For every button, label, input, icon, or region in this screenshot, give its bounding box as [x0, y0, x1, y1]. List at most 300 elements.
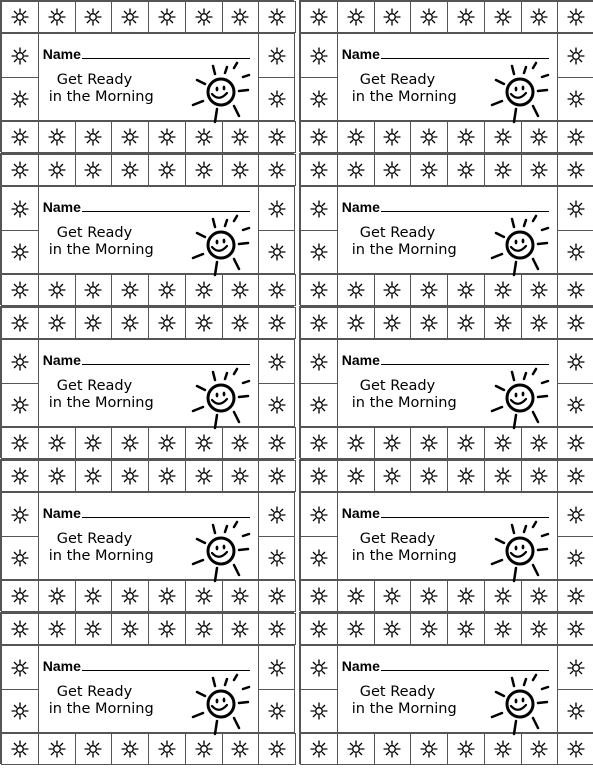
punch-card — [0, 0, 294, 152]
sun-punch-cell[interactable] — [374, 733, 412, 765]
sun-outline-icon — [310, 740, 328, 758]
sun-outline-icon — [11, 128, 29, 146]
sun-punch-cell[interactable] — [258, 186, 295, 231]
sun-punch-cell[interactable] — [521, 154, 559, 186]
sun-outline-icon — [310, 434, 328, 452]
sun-punch-cell[interactable] — [374, 307, 412, 339]
sun-punch-cell[interactable] — [1, 645, 39, 690]
sun-punch-cell[interactable] — [337, 580, 375, 612]
sun-punch-cell[interactable] — [222, 580, 260, 612]
sun-punch-cell[interactable] — [374, 274, 412, 306]
sun-punch-cell[interactable] — [337, 274, 375, 306]
name-blank-line[interactable] — [82, 364, 250, 365]
sun-outline-icon — [310, 396, 328, 414]
sun-punch-cell[interactable] — [300, 121, 338, 153]
smiling-sun-icon — [187, 519, 257, 583]
sun-punch-cell[interactable] — [557, 460, 593, 492]
sun-punch-cell[interactable] — [557, 1, 593, 33]
sun-punch-cell[interactable] — [38, 307, 76, 339]
sun-outline-icon — [530, 8, 548, 26]
sun-punch-cell[interactable] — [337, 733, 375, 765]
sun-punch-cell[interactable] — [148, 580, 186, 612]
sun-punch-cell[interactable] — [185, 274, 223, 306]
sun-punch-cell[interactable] — [1, 492, 39, 537]
sun-punch-cell[interactable] — [557, 613, 593, 645]
sun-outline-icon — [567, 587, 585, 605]
sun-punch-cell[interactable] — [38, 154, 76, 186]
sun-punch-cell[interactable] — [557, 689, 593, 733]
card-center-panel — [337, 645, 559, 733]
sun-punch-cell[interactable] — [300, 33, 338, 78]
sun-punch-cell[interactable] — [484, 1, 522, 33]
sun-punch-cell[interactable] — [521, 427, 559, 459]
sun-punch-cell[interactable] — [300, 230, 338, 274]
sun-outline-icon — [11, 281, 29, 299]
sun-punch-cell[interactable] — [185, 613, 223, 645]
card-title-line2: in the Morning — [351, 548, 457, 564]
sun-punch-cell[interactable] — [75, 307, 113, 339]
sun-outline-icon — [48, 314, 66, 332]
sun-punch-cell[interactable] — [557, 733, 593, 765]
card-title — [49, 531, 154, 565]
punch-card — [0, 306, 294, 458]
sun-punch-cell[interactable] — [484, 274, 522, 306]
sun-punch-cell[interactable] — [337, 1, 375, 33]
sun-outline-icon — [84, 587, 102, 605]
sun-punch-cell[interactable] — [185, 733, 223, 765]
sun-outline-icon — [494, 281, 512, 299]
sun-punch-cell[interactable] — [258, 689, 295, 733]
sun-punch-cell[interactable] — [1, 689, 39, 733]
sun-punch-cell[interactable] — [300, 154, 338, 186]
name-label: Name — [341, 658, 380, 674]
sun-punch-cell[interactable] — [1, 33, 39, 78]
sun-punch-cell[interactable] — [521, 121, 559, 153]
sun-punch-cell[interactable] — [557, 230, 593, 274]
sun-punch-cell[interactable] — [1, 460, 39, 492]
sun-outline-icon — [567, 128, 585, 146]
sun-punch-cell[interactable] — [258, 492, 295, 537]
sun-punch-cell[interactable] — [38, 121, 76, 153]
sun-outline-icon — [567, 434, 585, 452]
sun-punch-cell[interactable] — [258, 33, 295, 78]
sun-outline-icon — [310, 161, 328, 179]
sun-punch-cell[interactable] — [447, 121, 485, 153]
sun-punch-cell[interactable] — [557, 427, 593, 459]
card-title-line2: in the Morning — [48, 89, 154, 105]
name-blank-line[interactable] — [82, 517, 250, 518]
sun-punch-cell[interactable] — [222, 274, 260, 306]
sun-punch-cell[interactable] — [447, 733, 485, 765]
sun-punch-cell[interactable] — [300, 1, 338, 33]
sun-punch-cell[interactable] — [447, 274, 485, 306]
sun-punch-cell[interactable] — [300, 613, 338, 645]
sun-outline-icon — [268, 353, 286, 371]
sun-punch-cell[interactable] — [222, 733, 260, 765]
sun-punch-cell[interactable] — [38, 274, 76, 306]
sun-outline-icon — [420, 8, 438, 26]
sun-outline-icon — [231, 314, 249, 332]
sun-outline-icon — [567, 549, 585, 567]
sun-outline-icon — [567, 200, 585, 218]
sun-outline-icon — [383, 467, 401, 485]
sun-punch-cell[interactable] — [447, 1, 485, 33]
sun-punch-cell[interactable] — [111, 733, 149, 765]
sun-outline-icon — [310, 90, 328, 108]
name-blank-line[interactable] — [381, 364, 549, 365]
sun-punch-cell[interactable] — [447, 580, 485, 612]
sun-outline-icon — [457, 8, 475, 26]
sun-punch-cell[interactable] — [1, 230, 39, 274]
sun-punch-cell[interactable] — [410, 427, 448, 459]
sun-punch-cell[interactable] — [300, 186, 338, 231]
sun-outline-icon — [158, 620, 176, 638]
sun-outline-icon — [383, 620, 401, 638]
card-title-line1: Get Ready — [359, 225, 436, 241]
sun-punch-cell[interactable] — [374, 121, 412, 153]
sun-punch-cell[interactable] — [410, 1, 448, 33]
sun-punch-cell[interactable] — [148, 733, 186, 765]
sun-punch-cell[interactable] — [557, 154, 593, 186]
sun-punch-cell[interactable] — [111, 274, 149, 306]
sun-punch-cell[interactable] — [75, 613, 113, 645]
sun-punch-cell[interactable] — [300, 580, 338, 612]
sun-punch-cell[interactable] — [410, 733, 448, 765]
sun-punch-cell[interactable] — [557, 492, 593, 537]
name-blank-line[interactable] — [381, 211, 549, 212]
sun-punch-cell[interactable] — [300, 77, 338, 121]
sun-punch-cell[interactable] — [557, 121, 593, 153]
sun-punch-cell[interactable] — [337, 307, 375, 339]
name-blank-line[interactable] — [82, 670, 250, 671]
sun-punch-cell[interactable] — [484, 121, 522, 153]
sun-punch-cell[interactable] — [484, 460, 522, 492]
sun-punch-cell[interactable] — [148, 613, 186, 645]
name-blank-line[interactable] — [82, 58, 250, 59]
sun-punch-cell[interactable] — [484, 307, 522, 339]
sun-outline-icon — [347, 281, 365, 299]
sun-punch-cell[interactable] — [337, 121, 375, 153]
sun-punch-cell[interactable] — [410, 613, 448, 645]
sun-outline-icon — [121, 434, 139, 452]
sun-outline-icon — [195, 620, 213, 638]
sun-outline-icon — [494, 587, 512, 605]
sun-punch-cell[interactable] — [258, 307, 296, 339]
sun-punch-cell[interactable] — [75, 1, 113, 33]
sun-punch-cell[interactable] — [447, 613, 485, 645]
sun-punch-cell[interactable] — [185, 121, 223, 153]
sun-punch-cell[interactable] — [111, 460, 149, 492]
sun-punch-cell[interactable] — [410, 307, 448, 339]
sun-punch-cell[interactable] — [75, 733, 113, 765]
sun-outline-icon — [567, 243, 585, 261]
card-title-line2: in the Morning — [48, 548, 154, 564]
sun-outline-icon — [494, 620, 512, 638]
sun-punch-cell[interactable] — [557, 186, 593, 231]
sun-punch-cell[interactable] — [148, 460, 186, 492]
sun-outline-icon — [158, 314, 176, 332]
sun-punch-cell[interactable] — [300, 689, 338, 733]
sun-punch-cell[interactable] — [300, 536, 338, 580]
sun-punch-cell[interactable] — [484, 154, 522, 186]
sun-punch-cell[interactable] — [258, 274, 296, 306]
sun-punch-cell[interactable] — [258, 536, 295, 580]
name-label: Name — [341, 46, 380, 62]
sun-punch-cell[interactable] — [1, 383, 39, 427]
sun-punch-cell[interactable] — [111, 154, 149, 186]
sun-punch-cell[interactable] — [258, 733, 296, 765]
sun-punch-cell[interactable] — [38, 613, 76, 645]
sun-punch-cell[interactable] — [521, 307, 559, 339]
sun-punch-cell[interactable] — [1, 613, 39, 645]
sun-outline-icon — [268, 549, 286, 567]
sun-punch-cell[interactable] — [75, 154, 113, 186]
sun-outline-icon — [567, 396, 585, 414]
sun-punch-cell[interactable] — [38, 427, 76, 459]
sun-punch-cell[interactable] — [337, 460, 375, 492]
sun-punch-cell[interactable] — [258, 339, 295, 384]
sun-punch-cell[interactable] — [222, 154, 260, 186]
sun-outline-icon — [347, 161, 365, 179]
sun-punch-cell[interactable] — [222, 427, 260, 459]
card-title-line2: in the Morning — [351, 242, 457, 258]
card-center-panel — [337, 186, 559, 274]
sun-punch-cell[interactable] — [185, 427, 223, 459]
sun-punch-cell[interactable] — [148, 427, 186, 459]
sun-punch-cell[interactable] — [557, 580, 593, 612]
sun-punch-cell[interactable] — [1, 733, 39, 765]
sun-punch-cell[interactable] — [38, 733, 76, 765]
sun-punch-cell[interactable] — [1, 121, 39, 153]
sun-outline-icon — [11, 243, 29, 261]
card-center-panel — [38, 492, 260, 580]
name-label: Name — [42, 505, 81, 521]
sun-punch-cell[interactable] — [1, 339, 39, 384]
sun-punch-cell[interactable] — [75, 121, 113, 153]
sun-punch-cell[interactable] — [521, 460, 559, 492]
card-title-line1: Get Ready — [56, 531, 133, 547]
sun-punch-cell[interactable] — [1, 427, 39, 459]
sun-punch-cell[interactable] — [111, 1, 149, 33]
sun-punch-cell[interactable] — [258, 645, 295, 690]
sun-punch-cell[interactable] — [447, 154, 485, 186]
sun-punch-cell[interactable] — [557, 339, 593, 384]
sun-punch-cell[interactable] — [258, 154, 296, 186]
sun-outline-icon — [310, 587, 328, 605]
sun-outline-icon — [84, 467, 102, 485]
sun-punch-cell[interactable] — [258, 427, 296, 459]
sun-outline-icon — [268, 90, 286, 108]
punch-card — [299, 153, 593, 305]
sun-punch-cell[interactable] — [185, 580, 223, 612]
sun-punch-cell[interactable] — [300, 460, 338, 492]
sun-outline-icon — [11, 314, 29, 332]
sun-outline-icon — [195, 314, 213, 332]
sun-punch-cell[interactable] — [374, 1, 412, 33]
punch-card — [0, 612, 294, 764]
sun-outline-icon — [268, 200, 286, 218]
sun-punch-cell[interactable] — [1, 307, 39, 339]
sun-outline-icon — [567, 47, 585, 65]
sun-outline-icon — [231, 8, 249, 26]
sun-outline-icon — [530, 314, 548, 332]
sun-outline-icon — [383, 128, 401, 146]
name-blank-line[interactable] — [381, 58, 549, 59]
sun-punch-cell[interactable] — [521, 733, 559, 765]
sun-punch-cell[interactable] — [557, 33, 593, 78]
sun-punch-cell[interactable] — [410, 154, 448, 186]
sun-punch-cell[interactable] — [337, 427, 375, 459]
sun-punch-cell[interactable] — [185, 1, 223, 33]
sun-outline-icon — [121, 587, 139, 605]
name-blank-line[interactable] — [381, 517, 549, 518]
sun-outline-icon — [347, 740, 365, 758]
sun-outline-icon — [494, 740, 512, 758]
sun-punch-cell[interactable] — [258, 77, 295, 121]
sun-punch-cell[interactable] — [1, 77, 39, 121]
sun-punch-cell[interactable] — [148, 154, 186, 186]
sun-punch-cell[interactable] — [521, 613, 559, 645]
sun-punch-cell[interactable] — [222, 460, 260, 492]
sun-outline-icon — [383, 281, 401, 299]
sun-punch-cell[interactable] — [447, 307, 485, 339]
sun-outline-icon — [494, 314, 512, 332]
sun-punch-cell[interactable] — [374, 580, 412, 612]
sun-punch-cell[interactable] — [557, 77, 593, 121]
sun-outline-icon — [420, 620, 438, 638]
sun-punch-cell[interactable] — [300, 339, 338, 384]
sun-punch-cell[interactable] — [75, 580, 113, 612]
sun-punch-cell[interactable] — [337, 154, 375, 186]
sun-punch-cell[interactable] — [222, 613, 260, 645]
sun-punch-cell[interactable] — [557, 645, 593, 690]
sun-punch-cell[interactable] — [447, 460, 485, 492]
sun-punch-cell[interactable] — [222, 121, 260, 153]
sun-punch-cell[interactable] — [484, 580, 522, 612]
sun-punch-cell[interactable] — [258, 230, 295, 274]
sun-punch-cell[interactable] — [374, 613, 412, 645]
sun-punch-cell[interactable] — [148, 1, 186, 33]
sun-punch-cell[interactable] — [1, 274, 39, 306]
sun-outline-icon — [494, 161, 512, 179]
sun-punch-cell[interactable] — [484, 427, 522, 459]
sun-punch-cell[interactable] — [38, 460, 76, 492]
sun-punch-cell[interactable] — [410, 121, 448, 153]
sun-punch-cell[interactable] — [557, 307, 593, 339]
sun-punch-cell[interactable] — [148, 307, 186, 339]
sun-punch-cell[interactable] — [484, 613, 522, 645]
sun-punch-cell[interactable] — [258, 383, 295, 427]
sun-punch-cell[interactable] — [148, 274, 186, 306]
sun-outline-icon — [121, 281, 139, 299]
sun-punch-cell[interactable] — [185, 154, 223, 186]
sun-outline-icon — [195, 434, 213, 452]
sun-punch-cell[interactable] — [111, 427, 149, 459]
sun-punch-cell[interactable] — [521, 274, 559, 306]
sun-punch-cell[interactable] — [374, 154, 412, 186]
sun-punch-cell[interactable] — [185, 307, 223, 339]
card-title — [352, 531, 457, 565]
sun-outline-icon — [84, 740, 102, 758]
sun-punch-cell[interactable] — [557, 383, 593, 427]
card-title-line1: Get Ready — [56, 378, 133, 394]
sun-outline-icon — [567, 353, 585, 371]
sun-punch-cell[interactable] — [258, 460, 296, 492]
sun-punch-cell[interactable] — [447, 427, 485, 459]
sun-punch-cell[interactable] — [1, 580, 39, 612]
sun-punch-cell[interactable] — [337, 613, 375, 645]
sun-outline-icon — [310, 47, 328, 65]
sun-punch-cell[interactable] — [222, 1, 260, 33]
sun-outline-icon — [11, 90, 29, 108]
sun-punch-cell[interactable] — [111, 580, 149, 612]
sun-punch-cell[interactable] — [1, 1, 39, 33]
sun-punch-cell[interactable] — [185, 460, 223, 492]
sun-punch-cell[interactable] — [1, 536, 39, 580]
sun-punch-cell[interactable] — [557, 274, 593, 306]
sun-punch-cell[interactable] — [258, 613, 296, 645]
sun-outline-icon — [268, 740, 286, 758]
sun-punch-cell[interactable] — [300, 645, 338, 690]
name-blank-line[interactable] — [381, 670, 549, 671]
card-title-line1: Get Ready — [359, 72, 436, 88]
sun-outline-icon — [11, 434, 29, 452]
sun-punch-cell[interactable] — [300, 733, 338, 765]
sun-punch-cell[interactable] — [521, 1, 559, 33]
sun-punch-cell[interactable] — [258, 121, 296, 153]
sun-outline-icon — [268, 587, 286, 605]
sun-punch-cell[interactable] — [75, 460, 113, 492]
sun-outline-icon — [268, 467, 286, 485]
sun-outline-icon — [567, 740, 585, 758]
sun-punch-cell[interactable] — [38, 1, 76, 33]
sun-outline-icon — [420, 161, 438, 179]
sun-punch-cell[interactable] — [1, 186, 39, 231]
sun-punch-cell[interactable] — [75, 274, 113, 306]
sun-outline-icon — [457, 587, 475, 605]
sun-punch-cell[interactable] — [111, 307, 149, 339]
sun-punch-cell[interactable] — [1, 154, 39, 186]
sun-punch-cell[interactable] — [75, 427, 113, 459]
sun-punch-cell[interactable] — [111, 613, 149, 645]
sun-punch-cell[interactable] — [300, 274, 338, 306]
sun-punch-cell[interactable] — [148, 121, 186, 153]
sun-punch-cell[interactable] — [300, 492, 338, 537]
sun-punch-cell[interactable] — [258, 1, 296, 33]
sun-punch-cell[interactable] — [557, 536, 593, 580]
sun-outline-icon — [567, 8, 585, 26]
sun-punch-cell[interactable] — [410, 274, 448, 306]
sun-punch-cell[interactable] — [38, 580, 76, 612]
sun-punch-cell[interactable] — [258, 580, 296, 612]
sun-outline-icon — [347, 620, 365, 638]
card-title — [49, 378, 154, 412]
sun-punch-cell[interactable] — [300, 427, 338, 459]
sun-punch-cell[interactable] — [222, 307, 260, 339]
sun-punch-cell[interactable] — [300, 383, 338, 427]
sun-punch-cell[interactable] — [484, 733, 522, 765]
sun-punch-cell[interactable] — [111, 121, 149, 153]
sun-punch-cell[interactable] — [374, 427, 412, 459]
sun-punch-cell[interactable] — [521, 580, 559, 612]
name-blank-line[interactable] — [82, 211, 250, 212]
sun-punch-cell[interactable] — [300, 307, 338, 339]
sun-punch-cell[interactable] — [374, 460, 412, 492]
sun-outline-icon — [347, 467, 365, 485]
sun-punch-cell[interactable] — [410, 580, 448, 612]
sun-outline-icon — [48, 281, 66, 299]
sun-punch-cell[interactable] — [410, 460, 448, 492]
